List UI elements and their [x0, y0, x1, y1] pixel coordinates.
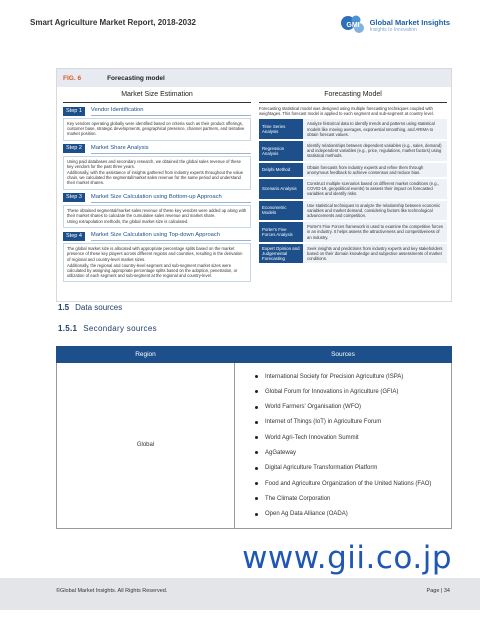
step-tag: Step 4 [63, 232, 85, 241]
secondary-sources-table [56, 346, 452, 529]
forecast-method-row [259, 244, 447, 264]
page-footer [0, 578, 480, 610]
company-logo [340, 14, 450, 36]
method-name: Scenario Analysis [259, 179, 303, 199]
method-description: Analyze historical data to identify trends and patterns using statistical models like moving averages, exponential smoothing, and ARIMA to obtain forecast values. [303, 119, 447, 139]
column-header-sources: Sources [235, 347, 452, 363]
step-bullet: Additionally, with the assistance of insights gathered from industry experts throughout the value chain, we calculated the segmental/market sales revenue for the same period and understand their market shares. [67, 170, 244, 186]
sources-cell [235, 363, 452, 529]
step-bullet: Using paid databases and secondary research, we obtained the global sales revenue of these key vendors for the past three years. [67, 158, 241, 169]
figure-caption [57, 69, 451, 87]
panel-heading: Market Size Estimation [63, 91, 251, 103]
method-description: Obtain forecasts from industry experts and refine them through anonymous feedback to achieve consensus and reduce bias. [303, 163, 447, 177]
gmi-logo-icon [340, 14, 366, 36]
list-item: Internet of Things (IoT) in Agriculture Forum [255, 415, 439, 430]
report-title: Smart Agriculture Market Report, 2018-2032 [30, 18, 196, 27]
step-title: Vendor Identification [91, 106, 251, 116]
list-item: Global Forum for Innovations in Agriculture (GFIA) [255, 384, 439, 399]
page-number: Page | 34 [426, 588, 450, 594]
method-name: Delphi Method [259, 163, 303, 177]
sources-list [235, 363, 451, 528]
method-description: Seek insights and predictions from industry experts and key stakeholders based on their domain knowledge and subjective assessments of market conditions. [303, 244, 447, 264]
step-bullet: The global market size is allocated with appropriate percentage splits based on the market presence of these key players across different regions and countries, resulting in the derivation of regional and country-level market sizes. [67, 246, 243, 262]
step-block [63, 106, 251, 141]
copyright-text: ©Global Market Insights. All Rights Reserved. [56, 588, 168, 594]
step-body [63, 243, 251, 282]
step-block [63, 231, 251, 282]
forecast-intro: Forecasting statistical model was designed using multiple forecasting techniques coupled with weightages. This forecast model is applied to each segment and sub-segment at country level. [259, 106, 434, 117]
section-heading-data-sources: 1.5 Data sources [58, 303, 123, 312]
svg-text:GMI: GMI [345, 22, 360, 29]
page-header [30, 14, 450, 44]
list-item: AgGateway [255, 445, 439, 460]
method-name: Regression Analysis [259, 141, 303, 161]
step-body [63, 118, 251, 141]
forecast-method-row [259, 163, 447, 177]
logo-name: Global Market Insights [369, 17, 450, 27]
list-item: World Farmers' Organisation (WFO) [255, 400, 439, 415]
list-item: The Climate Corporation [255, 491, 439, 506]
forecasting-model-panel [259, 91, 447, 297]
step-title: Market Share Analysis [91, 144, 251, 154]
column-header-region: Region [57, 347, 235, 363]
step-tag: Step 3 [63, 193, 85, 202]
step-title: Market Size Calculation using Bottom-up Approach [91, 193, 251, 203]
step-bullet: These obtained segmental/market sales revenue of these key vendors were added up along with their market shares to calculate the cumulative sales revenue and market share. [67, 207, 247, 218]
step-body [63, 205, 251, 229]
panel-heading: Forecasting Model [259, 91, 447, 103]
figure-title: Forecasting model [107, 74, 165, 82]
logo-tagline: Insights to Innovation [369, 26, 417, 33]
forecasting-model-figure [56, 68, 452, 302]
market-size-estimation-panel [63, 91, 251, 297]
forecast-method-row [259, 201, 447, 221]
method-name: Porter's Five Forces Analysis [259, 222, 303, 242]
step-title: Market Size Calculation using Top-down Approach [91, 231, 251, 241]
figure-number: FIG. 6 [63, 74, 82, 82]
step-tag: Step 1 [63, 107, 85, 116]
method-name: Time Series Analysis [259, 119, 303, 139]
method-description: Use statistical techniques to analyze the relationship between economic variables and market demand, considering factors like technological advancements and competition. [303, 201, 447, 221]
table-header-row [57, 347, 452, 363]
step-block [63, 193, 251, 229]
forecast-method-row [259, 119, 447, 139]
watermark: www.gii.co.jp [242, 540, 452, 576]
step-block [63, 144, 251, 190]
section-heading-secondary-sources: 1.5.1 Secondary sources [58, 324, 157, 333]
forecast-method-row [259, 141, 447, 161]
list-item: International Society for Precision Agriculture (ISPA) [255, 369, 439, 384]
method-name: Expert Opinion and Judgemental Forecasting [259, 244, 303, 264]
step-bullet: Additionally, the regional and country-level segment and sub-segment market sizes were calculated by assigning appropriate percentage splits based on the adoption, penetration, or utilization of each segment and sub-segment at the regional and country-level. [67, 262, 238, 279]
method-description: Identify relationships between dependent variables (e.g., sales, demand) and independent variables (e.g., price, regulations, market factors) using statistical methods. [303, 141, 447, 161]
step-bullet: Key vendors operating globally were identified based on criteria such as their product offerings, customer base, strategic developments, geographical presence, channel partners, and tentative market position. [67, 121, 245, 137]
forecast-method-row [259, 179, 447, 199]
method-description: Porter's Five Forces framework is used to examine the competitive forces in an industry. It helps assess the attractiveness and competitiveness of an industry. [303, 222, 447, 242]
forecast-method-row [259, 222, 447, 242]
table-row [57, 363, 452, 529]
list-item: Food and Agriculture Organization of the United Nations (FAO) [255, 476, 439, 491]
region-cell: Global [57, 363, 235, 529]
list-item: World Agri-Tech Innovation Summit [255, 430, 439, 445]
list-item: Open Ag Data Alliance (OADA) [255, 507, 439, 522]
list-item: Digital Agriculture Transformation Platform [255, 461, 439, 476]
step-bullet: Using extrapolation methods, the global market size is calculated. [67, 219, 189, 225]
method-name: Econometric Models [259, 201, 303, 221]
step-tag: Step 2 [63, 144, 85, 153]
method-description: Construct multiple scenarios based on different market conditions (e.g., COVID-19, geopolitical events) to assess their impact on forecasted variables and identify risks. [303, 179, 447, 199]
step-body [63, 156, 251, 190]
